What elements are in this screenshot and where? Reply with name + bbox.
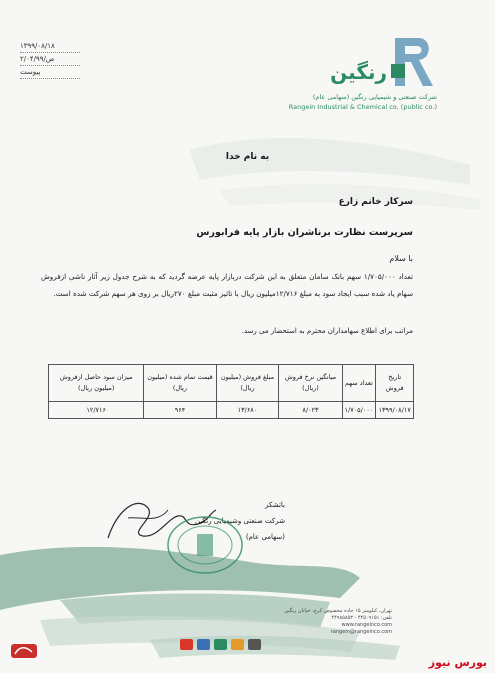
table-header: میزان سود حاصل ازفروش (میلیون ریال) [49, 365, 144, 402]
table-header: تعداد سهم [342, 365, 376, 402]
footer-email: rangein@rangeinco.com [330, 629, 392, 635]
table-cell: ۱۲/۷۱۶ [49, 402, 144, 419]
letter-meta [20, 40, 80, 79]
cert-logo-icon [231, 639, 244, 650]
table-header: مبلغ فروش (میلیون ریال) [216, 365, 279, 402]
footer-phone: تلفن: ۴۴۵۰۹۱۵۱ - ۴۴۹۸۵۸۵۳ [331, 615, 392, 621]
watermark-text: بورس نیوز [428, 656, 487, 669]
company-stamp [165, 514, 245, 576]
signature-type: (سهامی عام) [245, 533, 285, 541]
rangein-logo-icon [389, 30, 437, 90]
greeting: با سلام [389, 254, 413, 263]
cert-logo-icon [214, 639, 227, 650]
sales-table [48, 364, 414, 419]
cert-logo-icon [180, 639, 193, 650]
corner-logo-icon [10, 642, 38, 660]
footer-address: تهران، کیلومتر ۱۵ جاده مخصوص کرج، خیابان رنگین [284, 608, 392, 614]
table-header: تاریخ فروش [376, 365, 414, 402]
signature-thanks: باتشکر [264, 501, 285, 509]
signature-company: شرکت صنعتی وشیمیایی رنگین [194, 517, 285, 525]
table-cell: ۸/۰۲۳ [279, 402, 342, 419]
company-logo [287, 30, 437, 110]
addressee-name: سرکار خانم زارع [338, 197, 413, 207]
company-name-en: Rangein Industrial & Chemical co. (public co.) [288, 103, 437, 111]
letter-date: ۱۳۹۹/۰۸/۱۸ [20, 40, 80, 53]
footer-contact [272, 608, 392, 636]
addressee-title: سرپرست نظارت برناشران بازار پایه فرابورس [196, 227, 413, 238]
letter-number: ۲/۰۴/ص/۹۹ [20, 53, 80, 66]
company-name-fa: شرکت صنعتی و شیمیایی رنگین (سهامی عام) [312, 93, 437, 101]
table-header: قیمت تمام شده (میلیون ریال) [144, 365, 216, 402]
letter-body: تعداد ۱/۷۰۵/۰۰۰ سهم بانک سامان متعلق به این شرکت دربازار پایه عرضه گردید که به شرح جدول زیر آثار ناشی ازفروش سهام یاد شده سبب ایجاد سود به مبلغ ۱۲/۷۱۶میلیون ریال با تاثیر مثبت مبلغ ۲۷۰ریال بر روی هر سهم شرکت شده است. [41, 272, 413, 298]
table-header-row [49, 365, 414, 402]
table-cell: ۹۶۴ [144, 402, 216, 419]
certification-logos [180, 634, 300, 648]
brand-name: رنگین [330, 60, 387, 84]
cert-logo-icon [197, 639, 210, 650]
table-header: میانگین نرخ فروش (ریال) [279, 365, 342, 402]
table-cell: ۱/۷۰۵/۰۰۰ [342, 402, 376, 419]
cert-logo-icon [248, 639, 261, 650]
letter-attachment: پیوست [20, 66, 80, 79]
letter-note: مراتب برای اطلاع سهامداران محترم به استحضار می رسد. [241, 327, 413, 335]
table-row [49, 402, 414, 419]
footer-web: www.rangeinco.com [341, 622, 392, 628]
table-cell: ۱۳/۶۸۰ [216, 402, 279, 419]
letter-title: به نام خدا [225, 152, 270, 162]
table-cell: ۱۳۹۹/۰۸/۱۷ [376, 402, 414, 419]
